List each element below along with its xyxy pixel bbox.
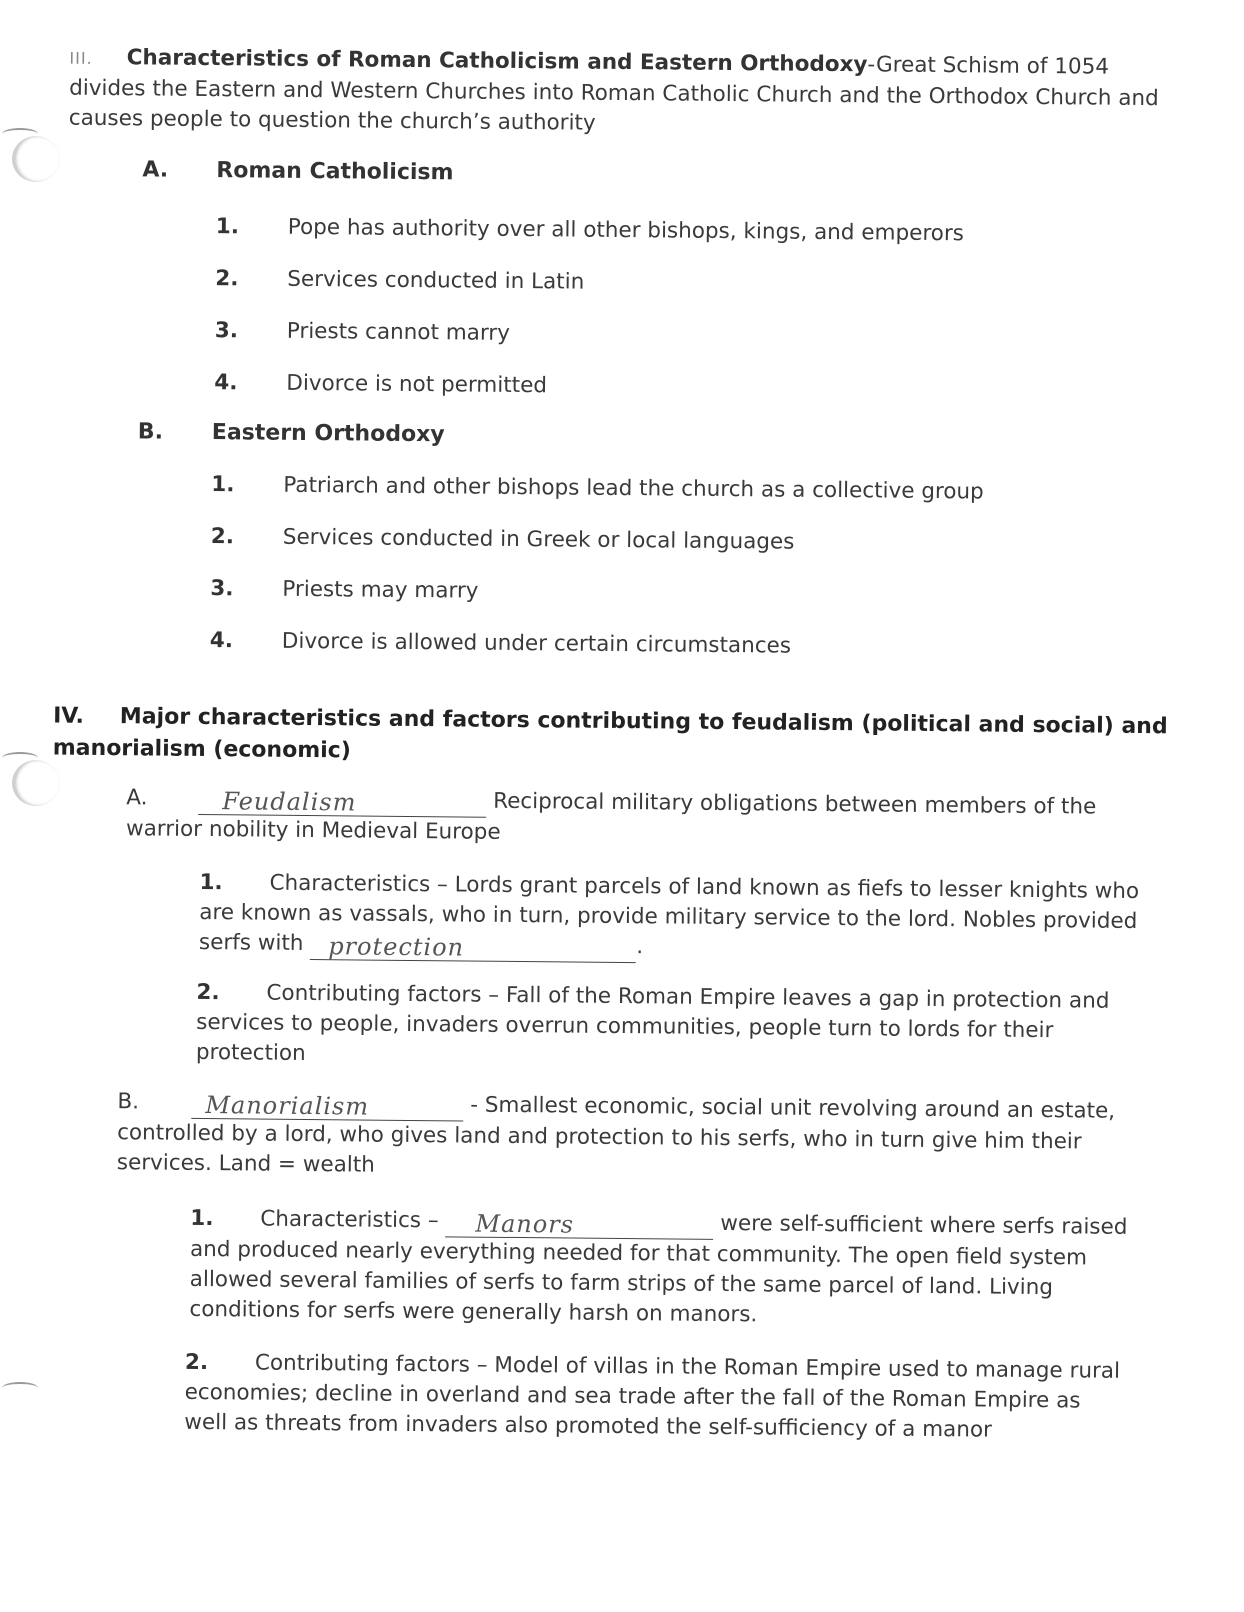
item-number: 3.	[214, 318, 239, 344]
manorialism-definition	[117, 1087, 1158, 1188]
subsection-a-title: Roman Catholicism	[216, 158, 454, 186]
subsection-a-heading	[142, 157, 453, 185]
list-item	[216, 214, 964, 246]
subsection-b-heading	[138, 419, 445, 447]
characteristics-label: Characteristics –	[260, 1206, 439, 1234]
feudalism-factors-text: Contributing factors – Fall of the Roman Empire leaves a gap in protection and services to people, invaders overrun communities, people turn to lords for their protection	[195, 980, 1110, 1066]
item-text: Patriarch and other bishops lead the church as a collective group	[283, 472, 984, 505]
item-number: 2.	[210, 524, 235, 550]
feudalism-characteristics-text: Characteristics – Lords grant parcels of land known as fiefs to lesser knights who are known as vassals, who in turn, provide military service to the lord. Nobles provided serfs with	[198, 870, 1140, 956]
item-number: 2.	[215, 266, 239, 292]
manorialism-definition-text: - Smallest economic, social unit revolving around an estate, controlled by a lord, who gives land and protection to his serfs, who in turn give him their services. Land = wealth	[116, 1092, 1116, 1178]
item-number: 1.	[190, 1205, 214, 1232]
subsection-b-title: Eastern Orthodoxy	[211, 420, 445, 448]
list-item	[210, 576, 478, 604]
feudalism-definition-text: Reciprocal military obligations between members of the warrior nobility in Medieval Europe	[125, 788, 1097, 845]
item-number: 4.	[214, 370, 238, 396]
list-item	[215, 266, 584, 295]
feudalism-definition	[126, 783, 1137, 854]
item-text: Divorce is not permitted	[286, 370, 548, 399]
item-text: Priests may marry	[282, 576, 479, 604]
sentence-period: .	[636, 934, 644, 960]
subsection-b-label: B.	[117, 1089, 140, 1115]
feudalism-factors	[196, 978, 1157, 1077]
section-iv-heading: Major characteristics and factors contributing to feudalism (political and social) and manorialism (economic)	[52, 704, 1168, 764]
protection-handwritten-answer: protection	[328, 932, 465, 962]
manorialism-characteristics	[189, 1204, 1150, 1334]
item-number: 1.	[215, 214, 240, 240]
item-text: Services conducted in Latin	[287, 266, 585, 295]
item-number: 4.	[209, 628, 234, 654]
item-number: 2.	[196, 979, 220, 1006]
item-text: Divorce is allowed under certain circumstances	[281, 628, 792, 659]
manors-handwritten-answer: Manors	[475, 1209, 575, 1239]
feudalism-answer-blank[interactable]	[198, 784, 486, 818]
item-number: 1.	[211, 472, 235, 498]
manorialism-factors-text: Contributing factors – Model of villas in the Roman Empire used to manage rural economies; decline in overland and sea trade after the fall of the Roman Empire as well as threats from invaders also promoted the self-sufficiency of a manor	[184, 1350, 1121, 1443]
manorialism-characteristics-text: were self-sufficient where serfs raised and produced nearly everything needed for that community. The open field system allowed several families of serfs to farm strips of the same parcel of land. Living conditions for serfs were generally harsh on manors.	[189, 1210, 1128, 1328]
list-item	[211, 472, 984, 504]
item-number: 1.	[199, 869, 223, 896]
section-iv-title	[53, 701, 1174, 776]
subsection-a-label: A.	[142, 157, 169, 183]
manors-answer-blank[interactable]	[445, 1206, 713, 1240]
subsection-b-label: B.	[137, 419, 164, 445]
section-iii-title	[69, 43, 1190, 145]
list-item	[211, 524, 795, 555]
subsection-a-label: A.	[126, 785, 148, 811]
section-iii-description: -Great Schism of 1054 divides the Eastern and Western Churches into Roman Catholic Church and the Orthodox Church and causes people to question the church’s authority	[68, 52, 1159, 136]
list-item	[215, 318, 510, 346]
manorialism-factors	[184, 1348, 1125, 1447]
manorialism-handwritten-answer: Manorialism	[205, 1091, 370, 1121]
feudalism-characteristics	[199, 868, 1160, 968]
section-iii-numeral: III.	[69, 48, 93, 68]
item-number: 3.	[210, 576, 234, 602]
item-number: 2.	[184, 1349, 209, 1376]
protection-answer-blank[interactable]	[310, 929, 636, 963]
section-iii-heading: Characteristics of Roman Catholicism and Eastern Orthodoxy	[126, 45, 868, 78]
item-text: Services conducted in Greek or local languages	[282, 524, 795, 555]
item-text: Priests cannot marry	[286, 318, 511, 346]
item-text: Pope has authority over all other bishops, kings, and emperors	[287, 214, 965, 247]
manorialism-answer-blank[interactable]	[191, 1088, 463, 1122]
feudalism-handwritten-answer: Feudalism	[222, 787, 357, 817]
list-item	[214, 370, 547, 398]
section-iv-numeral: IV.	[53, 703, 84, 729]
list-item	[210, 628, 791, 659]
